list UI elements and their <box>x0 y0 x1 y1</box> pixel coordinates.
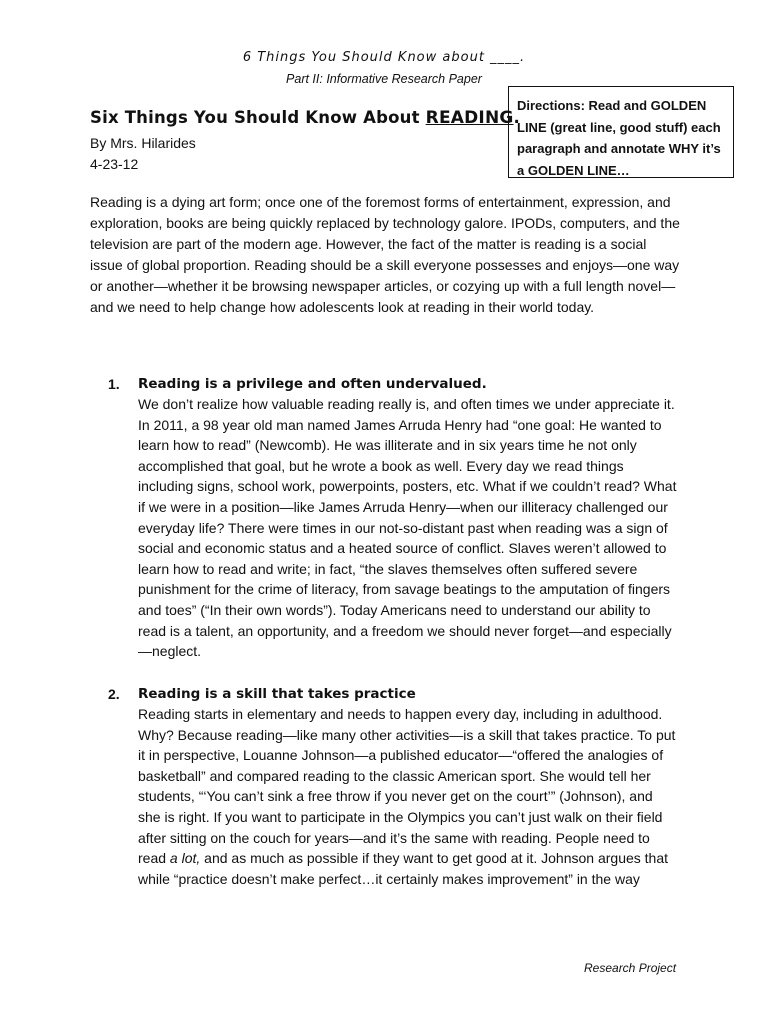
document-title <box>90 108 520 128</box>
body-text: and as much as possible if they want to get good at it. Johnson argues that while “practice doesn’t make perfect…it certainly makes improvement” in the way <box>138 850 669 887</box>
section-body: We don’t realize how valuable reading really is, and often times we under appreciate it. In 2011, a 98 year old man named James Arruda Henry had “one goal: He wanted to learn how to read” (Newcomb). He was illiterate and in six years time he not only accomplished that goal, but he wrote a book as well. Every day we read things including signs, school work, powerpoints, posters, etc. What if we couldn’t read? What if we were in a position—like James Arruda Henry—when our illiteracy challenged our everyday life? There were times in our not-so-distant past when reading was a sign of social and economic status and a heated source of conflict. Slaves weren’t allowed to learn how to read and write; in fact, “the slaves themselves often suffered severe punishment for the crime of literacy, from savage beatings to the amputation of fingers and toes” (“In their own words”). Today Americans need to understand our ability to read is a talent, an opportunity, and a freedom we should never forget—and especially—neglect. <box>138 396 677 660</box>
title-topic: READING <box>425 108 514 128</box>
section-number: 2. <box>108 686 120 702</box>
section-heading: Reading is a skill that takes practice <box>138 686 416 702</box>
body-text: Reading starts in elementary and needs to happen every day, including in adulthood. Why? Because reading—like many other activities—is a skill that takes practice. To put it in perspective, Louanne Johnson—a published educator—“offered the analogies of basketball” and compared reading to the classic American sport. She would tell her students, “‘You can’t sink a free throw if you never get on the court’” (Johnson), and she is right. If you want to participate in the Olympics you can’t just walk on their field after sitting on the couch for years—and it’s the same with reading. People need to read <box>138 706 676 867</box>
section-heading: Reading is a privilege and often undervalued. <box>138 376 487 392</box>
author-byline: By Mrs. Hilarides <box>90 135 196 151</box>
title-prefix: Six Things You Should Know About <box>90 108 426 127</box>
assignment-title: 6 Things You Should Know about ____. <box>242 50 526 65</box>
assignment-subtitle: Part II: Informative Research Paper <box>286 72 482 86</box>
section-number: 1. <box>108 376 120 392</box>
page-footer: Research Project <box>584 961 677 975</box>
intro-paragraph: Reading is a dying art form; once one of the foremost forms of entertainment, expression, and exploration, books are being quickly replaced by technology galore. IPODs, computers, and the television are part of the modern age. However, the fact of the matter is reading is a social issue of global proportion. Reading should be a skill everyone possesses and enjoys—one way or another—whether it be browsing newspaper articles, or cozying up with a full length novel—and we need to help change how adolescents look at reading in their world today. <box>90 194 680 315</box>
title-suffix: . <box>513 108 521 127</box>
section-body <box>138 704 678 889</box>
body-emphasis: a lot, <box>169 850 201 867</box>
directions-box: Directions: Read and GOLDEN LINE (great line, good stuff) each paragraph and annotate WHY it’s a GOLDEN LINE… <box>508 86 734 178</box>
document-date: 4-23-12 <box>90 156 139 172</box>
